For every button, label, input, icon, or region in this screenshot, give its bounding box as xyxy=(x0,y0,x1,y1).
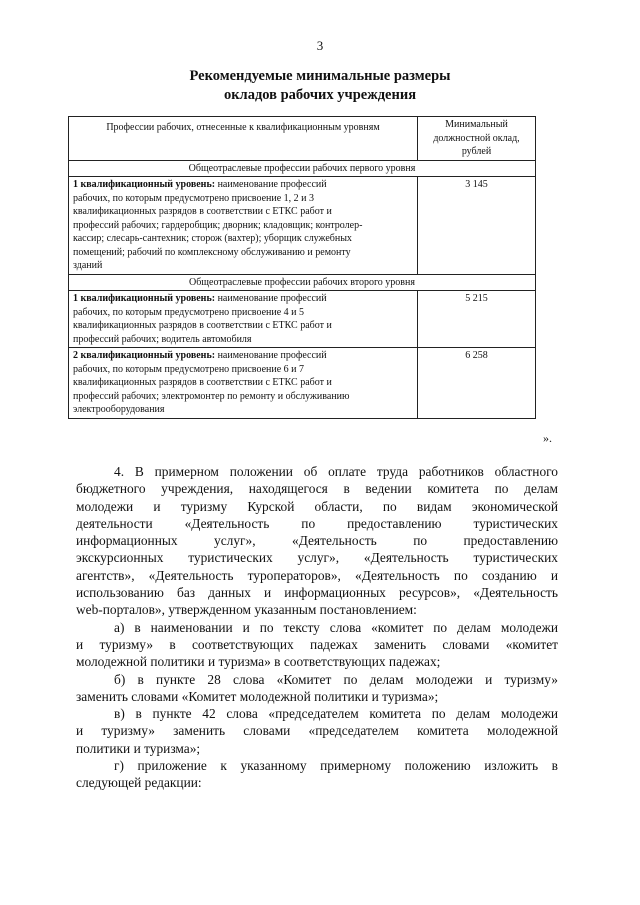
table-title xyxy=(0,67,640,105)
header-professions: Профессии рабочих, отнесенные к квалификационным уровням xyxy=(69,117,418,161)
level-description: 2 квалификационный уровень: наименование профессий рабочих, по которым предусмотрено присвоение 6 и 7 квалификационных разрядов в соответствии с ЕТКС работ и профессий рабочих; электромонтер по ремонту и обслуживанию электрооборудования xyxy=(69,348,418,419)
table-title-line: окладов рабочих учреждения xyxy=(223,87,417,103)
table-row xyxy=(69,291,536,348)
salary-value: 5 215 xyxy=(418,291,536,348)
salary-value: 6 258 xyxy=(418,348,536,419)
table-title-line: Рекомендуемые минимальные размеры xyxy=(189,68,451,84)
group-row xyxy=(69,274,536,291)
salary-value: 3 145 xyxy=(418,177,536,275)
level-name: 1 квалификационный уровень: xyxy=(73,293,216,304)
body-text xyxy=(76,463,558,792)
level-description: 1 квалификационный уровень: наименование профессий рабочих, по которым предусмотрено присвоение 4 и 5 квалификационных разрядов в соответствии с ЕТКС работ и профессий рабочих; водитель автомобиля xyxy=(69,291,418,348)
header-min-salary: Минимальный должностной оклад, рублей xyxy=(418,117,536,161)
level-name: 2 квалификационный уровень: xyxy=(73,350,216,361)
page-number: 3 xyxy=(316,38,324,53)
item-b: б) в пункте 28 слова «Комитет по делам молодежи и туризму» заменить словами «Комитет молодежной политики и туризма»; xyxy=(76,671,558,704)
group-row xyxy=(69,160,536,177)
group-title: Общеотраслевые профессии рабочих первого уровня xyxy=(69,160,536,177)
item-a: а) в наименовании и по тексту слова «комитет по делам молодежи и туризму» в соответствующих падежах заменить словами «комитет молодежной политики и туризма» в соответствующих падежах; xyxy=(76,619,558,670)
paragraph-4: 4. В примерном положении об оплате труда работников областного бюджетного учреждения, находящегося в ведении комитета по делам молодежи и туризму Курской области, по видам экономической деятельности «Деятельность по предоставлению туристических информационных услуг», «Деятельность по предоставлению экскурсионных туристических услуг», «Деятельность туристических агентств», «Деятельность туроператоров», «Деятельность по созданию и использованию баз данных и информационных ресурсов», «Деятельность web-порталов», утвержденном указанным постановлением: xyxy=(76,464,558,618)
item-v: в) в пункте 42 слова «председателем комитета по делам молодежи и туризму» заменить словами «председателем комитета молодежной политики и туризма»; xyxy=(76,706,558,756)
salary-table xyxy=(68,116,536,419)
level-description: 1 квалификационный уровень: наименование профессий рабочих, по которым предусмотрено присвоение 1, 2 и 3 квалификационных разрядов в соответствии с ЕТКС работ и профессий рабочих; гардеробщик; дворник; кладовщик; контролер- кассир; слесарь-сантехник; сторож (вахтер); уборщик служебных помещений; рабочий по комплексному обслуживанию и ремонту зданий xyxy=(69,177,418,275)
group-title: Общеотраслевые профессии рабочих второго уровня xyxy=(69,274,536,291)
table-row xyxy=(69,177,536,275)
closing-quote: ». xyxy=(543,431,552,445)
table-row xyxy=(69,348,536,419)
table-header-row xyxy=(69,117,536,161)
item-g: г) приложение к указанному примерному положению изложить в следующей редакции: xyxy=(76,758,558,791)
level-name: 1 квалификационный уровень: xyxy=(73,179,216,190)
